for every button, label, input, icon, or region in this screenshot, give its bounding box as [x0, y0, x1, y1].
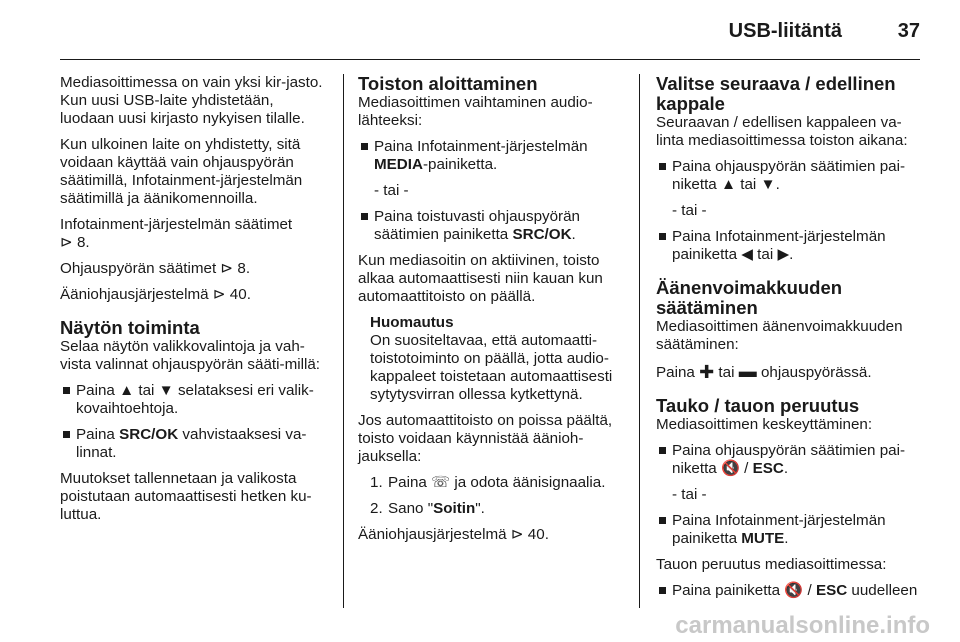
cross-reference: Ääniohjausjärjestelmä ⊳ 40.: [60, 286, 251, 303]
column-divider-2: [639, 74, 640, 608]
numbered-step: 1. Paina ☏ ja odota äänisignaalia.: [370, 474, 606, 491]
section-heading: Valitse seuraava / edellinen kappale: [656, 73, 896, 114]
paragraph: Mediasoittimen äänenvoimakkuuden säätäminen:: [656, 318, 903, 353]
arrow-up-icon: ▲: [720, 176, 737, 193]
page-header: [0, 0, 960, 50]
arrow-left-icon: ◀: [741, 246, 753, 263]
bullet-icon: [659, 447, 666, 454]
paragraph: Mediasoittimessa on vain yksi kir-jasto. Kun uusi USB-laite yhdistetään, luodaan uusi kirjasto nykyisen tilalle.: [60, 74, 323, 127]
bullet-item: Paina Infotainment-järjestelmän MEDIA-painiketta.: [358, 138, 628, 174]
numbered-step: 2. Sano "Soitin".: [370, 500, 485, 517]
minus-icon: ▬: [738, 361, 757, 381]
bullet-icon: [361, 143, 368, 150]
voice-control-icon: ☏: [431, 474, 451, 491]
paragraph: Tauon peruutus mediasoittimessa:: [656, 556, 887, 573]
arrow-down-icon: ▼: [760, 176, 776, 193]
cross-reference: Ohjauspyörän säätimet ⊳ 8.: [60, 260, 251, 277]
bullet-icon: [659, 587, 666, 594]
header-divider: [60, 59, 920, 60]
paragraph: Muutokset tallennetaan ja valikosta poistutaan automaattisesti hetken ku-luttua.: [60, 470, 312, 523]
arrow-up-icon: ▲: [119, 382, 135, 399]
paragraph: Kun ulkoinen laite on yhdistetty, sitä voidaan käyttää vain ohjauspyörän säätimillä, Infotainment-järjestelmän säätimillä ja äänikomennoilla.: [60, 136, 303, 207]
page-ref-icon: ⊳: [510, 526, 524, 543]
note-text: On suositeltavaa, että automaatti-toistotoiminto on päällä, jotta audio-kappaleet toistetaan automaattisesti sytytysvirran ollessa kytkettynä.: [370, 332, 613, 403]
paragraph: Paina ✚ tai ▬ ohjauspyörässä.: [656, 361, 872, 382]
arrow-down-icon: ▼: [158, 382, 174, 399]
column-3: [656, 74, 924, 608]
section-heading: Tauko / tauon peruutus: [656, 395, 860, 416]
paragraph: Selaa näytön valikkovalintoja ja vah-vista valinnat ohjauspyörän sääti-millä:: [60, 338, 321, 373]
or-separator: - tai -: [374, 182, 409, 199]
section-heading: Näytön toiminta: [60, 317, 200, 338]
bullet-item: Paina SRC/OK vahvistaaksesi va-linnat.: [60, 426, 328, 462]
mute-icon: 🔇: [720, 460, 740, 477]
column-1: [60, 74, 328, 608]
section-heading: Toiston aloittaminen: [358, 73, 538, 94]
or-separator: - tai -: [672, 486, 707, 503]
bullet-icon: [63, 431, 70, 438]
bullet-icon: [659, 517, 666, 524]
arrow-right-icon: ▶: [777, 246, 790, 263]
watermark: carmanualsonline.info: [675, 612, 930, 639]
paragraph: Kun mediasoitin on aktiivinen, toisto alkaa automaattisesti niin kauan kun automaattitoisto on päällä.: [358, 252, 603, 305]
or-separator: - tai -: [672, 202, 707, 219]
bullet-item: Paina Infotainment-järjestelmän painiketta MUTE.: [656, 512, 924, 548]
paragraph: Seuraavan / edellisen kappaleen va-linta mediasoittimessa toiston aikana:: [656, 114, 908, 149]
bullet-item: Paina ▲ tai ▼ selataksesi eri valik-kovaihtoehtoja.: [60, 382, 328, 418]
bullet-item: Paina painiketta 🔇 / ESC uudelleen: [656, 582, 924, 600]
paragraph: Jos automaattitoisto on poissa päältä, toisto voidaan käynnistää äänioh-jauksella:: [358, 412, 613, 465]
column-divider-1: [343, 74, 344, 608]
page-number: 37: [897, 20, 920, 42]
bullet-icon: [659, 233, 666, 240]
mute-icon: 🔇: [784, 582, 804, 599]
bullet-item: Paina toistuvasti ohjauspyörän säätimien painiketta SRC/OK.: [358, 208, 628, 244]
bullet-icon: [361, 213, 368, 220]
page-ref-icon: ⊳: [60, 234, 73, 251]
bullet-item: Paina ohjauspyörän säätimien pai-niketta ▲ tai ▼.: [656, 158, 924, 194]
cross-reference: Infotainment-järjestelmän säätimet ⊳ 8.: [60, 216, 293, 251]
page-ref-icon: ⊳: [220, 260, 234, 277]
paragraph: Mediasoittimen keskeyttäminen:: [656, 416, 873, 433]
note-title: Huomautus: [370, 314, 454, 331]
paragraph: Mediasoittimen vaihtaminen audio-lähteeksi:: [358, 94, 593, 129]
page-ref-icon: ⊳: [212, 286, 226, 303]
bullet-icon: [63, 387, 70, 394]
cross-reference: Ääniohjausjärjestelmä ⊳ 40.: [358, 526, 549, 543]
bullet-item: Paina ohjauspyörän säätimien pai-niketta 🔇 / ESC.: [656, 442, 924, 478]
section-heading: Äänenvoimakkuuden säätäminen: [656, 277, 843, 318]
bullet-item: Paina Infotainment-järjestelmän painiketta ◀ tai ▶.: [656, 228, 924, 264]
page-title: USB-liitäntä: [728, 20, 842, 42]
plus-icon: ✚: [699, 362, 715, 382]
bullet-icon: [659, 163, 666, 170]
column-2: [358, 74, 628, 608]
note-box: [358, 314, 628, 404]
